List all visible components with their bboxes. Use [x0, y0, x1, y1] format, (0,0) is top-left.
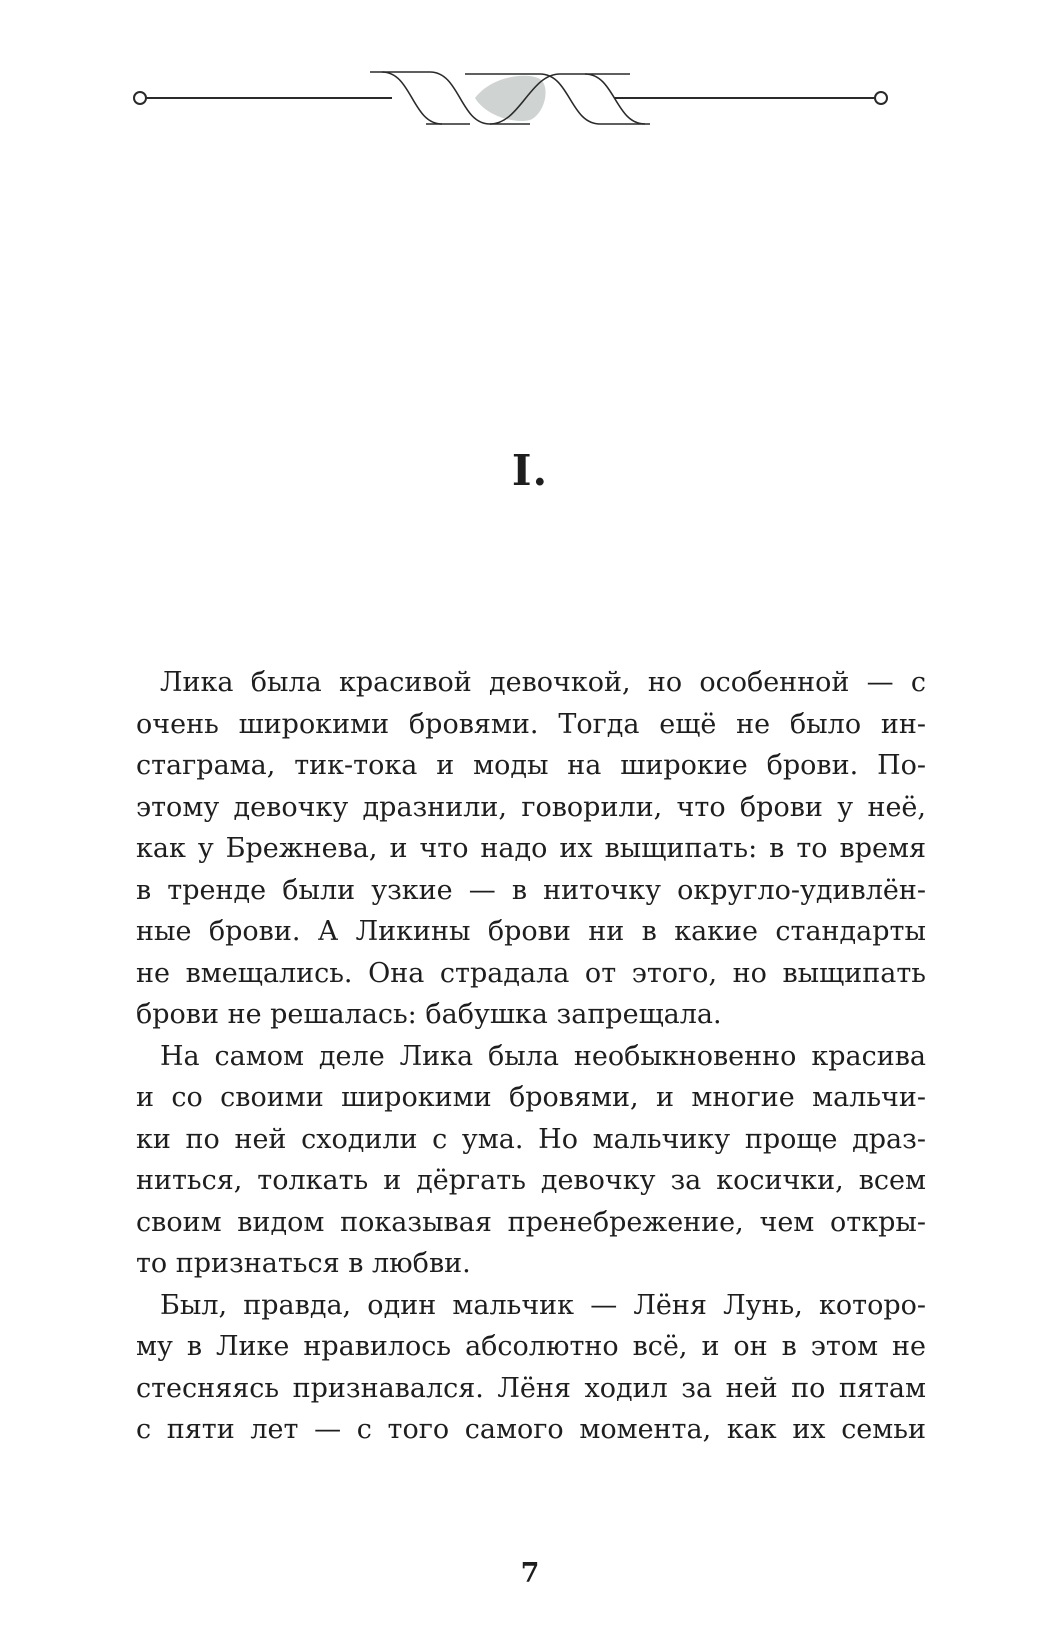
- text-line: брови не решалась: бабушка запрещала.: [136, 999, 722, 1030]
- text-line: этому девочку дразнили, говорили, что брови у неё,: [136, 791, 926, 823]
- text-line: стаграма, тик-тока и моды на широкие брови. По-: [136, 750, 926, 781]
- chapter-ornament: [130, 64, 930, 136]
- text-line: Лика была красивой девочкой, но особенной — с: [160, 667, 926, 698]
- text-line: не вмещались. Она страдала от этого, но выщипать: [136, 957, 926, 989]
- text-line: ки по ней сходили с ума. Но мальчику проще драз-: [136, 1123, 926, 1155]
- text-line: стесняясь признавался. Лёня ходил за ней по пятам: [136, 1372, 926, 1404]
- text-line: Был, правда, один мальчик — Лёня Лунь, которо-: [160, 1289, 926, 1321]
- page-number: 7: [520, 1558, 540, 1589]
- text-line: и со своими широкими бровями, и многие мальчи-: [136, 1082, 926, 1113]
- text-line: На самом деле Лика была необыкновенно красива: [160, 1040, 926, 1072]
- text-line: как у Брежнева, и что надо их выщипать: в то время: [136, 833, 926, 864]
- text-line: ниться, толкать и дёргать девочку за косички, всем: [136, 1165, 926, 1196]
- text-line: в тренде были узкие — в ниточку округло-удивлён-: [136, 874, 926, 906]
- text-line: му в Лике нравилось абсолютно всё, и он в этом не: [136, 1331, 926, 1362]
- chapter-title: I.: [511, 446, 549, 495]
- chapter-body: [136, 662, 926, 1451]
- text-line: очень широкими бровями. Тогда ещё не было ин-: [136, 708, 926, 740]
- text-line: ные брови. А Ликины брови ни в какие стандарты: [136, 916, 926, 947]
- text-line: с пяти лет — с того самого момента, как их семьи: [136, 1414, 926, 1445]
- text-line: то признаться в любви.: [136, 1248, 471, 1279]
- text-line: своим видом показывая пренебрежение, чем откры-: [136, 1206, 926, 1238]
